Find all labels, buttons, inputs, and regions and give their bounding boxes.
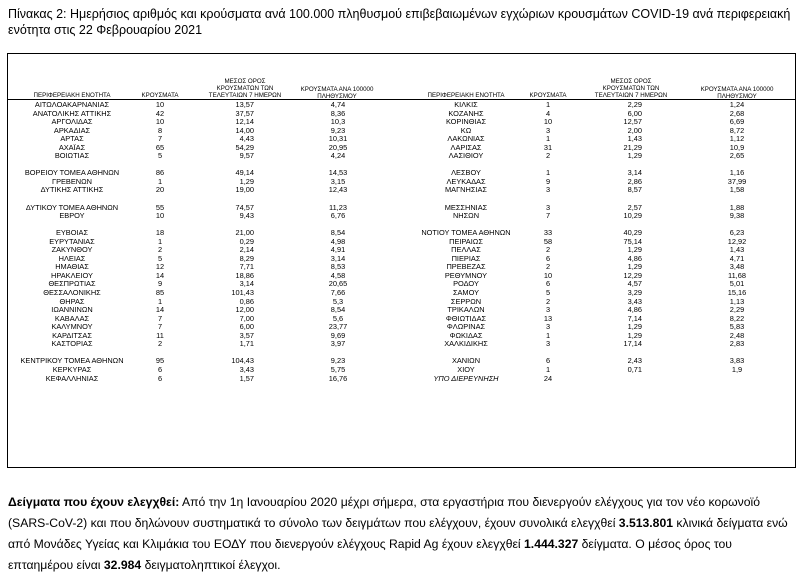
table-row [8,323,795,332]
right-cell-region: ΝΗΣΩΝ [452,211,480,221]
right-cell-rate: 10,9 [729,142,745,152]
right-cell-cases: 13 [543,313,553,323]
table-row [8,366,795,375]
table-row [8,349,795,358]
left-cell-region: ΖΑΚΥΝΘΟΥ [51,245,93,255]
table-row [8,332,795,341]
left-cell-cases: 7 [157,313,163,323]
right-cell-region: ΡΟΔΟΥ [453,279,479,289]
right-cell-rate: 5,83 [729,322,745,332]
right-cell-cases: 2 [545,245,551,255]
left-cell-cases: 7 [157,134,163,144]
right-cell-cases: 58 [543,236,553,246]
table-row [8,340,795,349]
left-cell-rate: 14,53 [328,168,348,178]
right-cell-avg: 17,14 [623,339,642,349]
left-cell-avg: 6,00 [239,322,254,332]
right-cell-rate: 1,24 [729,100,745,109]
right-cell-region: ΚΟΡΙΝΘΙΑΣ [445,117,487,127]
table-row [8,229,795,238]
left-cell-cases: 42 [155,108,165,118]
header-avg-left: ΜΕΣΟΣ ΟΡΟΣ ΚΡΟΥΣΜΑΤΩΝ ΤΩΝ ΤΕΛΕΥΤΑΙΩΝ 7 ΗΜΕΡΩΝ [208,78,282,99]
right-cell-region: ΛΑΡΙΣΑΣ [450,142,482,152]
left-cell-avg: 9,57 [239,151,254,161]
left-cell-cases: 85 [155,288,165,298]
right-cell-cases: 10 [543,117,553,127]
table-row [8,127,795,136]
table-row [8,169,795,178]
right-cell-cases: 1 [545,168,551,178]
right-cell-rate: 37,99 [727,176,747,186]
left-cell-region: ΒΟΡΕΙΟΥ ΤΟΜΕΑ ΑΘΗΝΩΝ [24,168,120,178]
left-cell-cases: 5 [157,151,163,161]
header-region-left: ΠΕΡΙΦΕΡΕΙΑΚΗ ΕΝΟΤΗΤΑ [33,92,111,99]
right-cell-avg: 75,14 [623,236,642,246]
left-cell-avg: 0,29 [239,236,254,246]
left-cell-region: ΔΥΤΙΚΗΣ ΑΤΤΙΚΗΣ [40,185,104,195]
table-row [8,357,795,366]
right-cell-avg: 2,00 [627,125,642,135]
left-cell-region: ΔΥΤΙΚΟΥ ΤΟΜΕΑ ΑΘΗΝΩΝ [25,202,119,212]
right-cell-cases: 3 [545,305,551,315]
left-cell-cases: 1 [157,236,163,246]
left-cell-region: ΑΙΤΩΛΟΑΚΑΡΝΑΝΙΑΣ [34,100,110,109]
left-cell-rate: 4,91 [330,245,346,255]
left-cell-region: ΗΛΕΙΑΣ [58,253,86,263]
left-cell-avg: 21,00 [235,228,254,238]
left-cell-avg: 7,71 [239,262,254,272]
right-cell-region: ΜΕΣΣΗΝΙΑΣ [444,202,488,212]
right-cell-region: ΚΩ [460,125,472,135]
table-row [8,101,795,110]
right-cell-rate: 2,29 [729,305,745,315]
left-cell-cases: 10 [155,100,165,109]
left-cell-avg: 14,00 [235,125,254,135]
left-cell-region: ΑΧΑΪΑΣ [58,142,86,152]
table-row [8,375,795,384]
right-cell-cases: 3 [545,322,551,332]
left-cell-cases: 55 [155,202,165,212]
left-cell-region: ΕΥΒΟΙΑΣ [55,228,89,238]
right-cell-avg: 4,86 [627,253,642,263]
right-cell-rate: 4,71 [729,253,745,263]
header-avg-right: ΜΕΣΟΣ ΟΡΟΣ ΚΡΟΥΣΜΑΤΩΝ ΤΩΝ ΤΕΛΕΥΤΑΙΩΝ 7 ΗΜΕΡΩΝ [594,78,668,99]
left-cell-rate: 4,58 [330,270,346,280]
rapid-total: 1.444.327 [524,537,579,551]
left-cell-rate: 6,76 [330,211,346,221]
left-cell-avg: 101,43 [231,288,254,298]
right-cell-cases: 3 [545,202,551,212]
left-cell-avg: 1,57 [239,373,254,383]
left-cell-rate: 23,77 [328,322,348,332]
right-cell-cases: 1 [545,100,551,109]
left-cell-region: ΘΕΣΣΑΛΟΝΙΚΗΣ [43,288,101,298]
left-cell-cases: 12 [155,262,165,272]
right-cell-rate: 1,58 [729,185,745,195]
left-cell-cases: 10 [155,117,165,127]
left-cell-cases: 9 [157,279,163,289]
right-cell-rate: 2,48 [729,330,745,340]
left-cell-avg: 1,29 [239,176,254,186]
left-cell-region: ΚΕΡΚΥΡΑΣ [52,364,92,374]
left-cell-cases: 95 [155,356,165,366]
left-cell-cases: 86 [155,168,165,178]
left-cell-cases: 11 [156,330,164,340]
table-row [8,246,795,255]
left-cell-cases: 65 [155,142,165,152]
table-row [8,110,795,119]
left-cell-cases: 10 [155,211,165,221]
left-cell-rate: 8,36 [330,108,346,118]
left-cell-rate: 12,43 [328,185,348,195]
right-cell-region: ΠΡΕΒΕΖΑΣ [446,262,486,272]
left-cell-avg: 37,57 [235,108,254,118]
right-cell-region: ΛΑΚΩΝΙΑΣ [447,134,485,144]
right-cell-rate: 1,16 [729,168,745,178]
right-cell-region: ΦΛΩΡΙΝΑΣ [446,322,486,332]
right-cell-rate: 1,88 [729,202,745,212]
right-cell-rate: 8,72 [729,125,745,135]
samples-lead: Δείγματα που έχουν ελεγχθεί: [8,495,180,509]
table-row [8,212,795,221]
table-row [8,144,795,153]
left-cell-region: ΒΟΙΩΤΙΑΣ [54,151,90,161]
table-row [8,315,795,324]
table-row [8,306,795,315]
left-cell-avg: 9,43 [239,211,254,221]
left-cell-rate: 4,24 [330,151,346,161]
left-cell-avg: 3,43 [239,364,254,374]
samples-text-4: δειγματοληπτικοί έλεγχοι. [141,558,281,572]
right-cell-avg: 3,43 [627,296,642,306]
right-cell-cases: 2 [545,151,551,161]
left-cell-avg: 2,14 [239,245,254,255]
table-row [8,204,795,213]
right-cell-rate: 3,83 [729,356,745,366]
left-cell-rate: 10,31 [328,134,348,144]
right-cell-rate: 6,69 [729,117,745,127]
right-cell-cases: 1 [545,134,551,144]
left-cell-avg: 49,14 [235,168,254,178]
left-cell-avg: 12,00 [235,305,254,315]
right-cell-avg: 2,43 [627,356,642,366]
right-cell-region: ΚΟΖΑΝΗΣ [448,108,484,118]
left-cell-cases: 6 [157,373,163,383]
right-cell-cases: 6 [545,279,551,289]
right-cell-region: ΣΑΜΟΥ [452,288,480,298]
right-cell-cases: 2 [545,296,551,306]
table-row [8,221,795,230]
left-cell-region: ΚΕΦΑΛΛΗΝΙΑΣ [45,373,99,383]
right-cell-rate: 2,65 [729,151,745,161]
right-cell-avg: 1,29 [627,262,642,272]
right-cell-avg: 1,29 [627,322,642,332]
left-cell-rate: 5,6 [332,313,344,323]
left-cell-region: ΘΗΡΑΣ [59,296,85,306]
right-cell-rate: 1,13 [729,296,745,306]
right-cell-region: ΠΙΕΡΙΑΣ [451,253,481,263]
left-cell-cases: 2 [157,245,163,255]
table-row [8,178,795,187]
left-cell-cases: 14 [155,270,165,280]
left-cell-region: ΚΑΒΑΛΑΣ [54,313,90,323]
right-cell-cases: 9 [545,176,551,186]
right-cell-avg: 12,29 [623,270,642,280]
right-cell-region: ΦΘΙΩΤΙΔΑΣ [445,313,487,323]
right-cell-region: ΠΕΛΛΑΣ [451,245,481,255]
left-cell-cases: 2 [157,339,163,349]
left-cell-rate: 16,76 [328,373,348,383]
right-cell-cases: 33 [543,228,553,238]
right-cell-cases: 1 [545,330,551,340]
left-cell-avg: 3,14 [239,279,254,289]
right-cell-avg: 7,14 [627,313,642,323]
right-cell-cases: 6 [545,253,551,263]
right-cell-region: ΛΕΥΚΑΔΑΣ [446,176,486,186]
right-cell-region: ΧΑΝΙΩΝ [451,356,481,366]
left-cell-cases: 1 [157,296,163,306]
left-cell-rate: 5,3 [332,296,344,306]
table-row [8,272,795,281]
samples-text-2: κλινικά δείγματα ενώ από Μονάδες Υγείας και Κλιμάκια του ΕΟΔΥ που διενεργούν ελέγχους Rapid Ag έχουν ελεγχθεί [8,516,788,551]
right-cell-cases: 10 [543,270,553,280]
header-rate-right: ΚΡΟΥΣΜΑΤΑ ΑΝΑ 100000 ΠΛΗΘΥΣΜΟΥ [700,86,774,100]
left-cell-avg: 18,86 [235,270,254,280]
pcr-total: 3.513.801 [618,516,674,530]
left-cell-rate: 7,66 [330,288,346,298]
right-cell-cases: 24 [543,373,553,383]
table-row [8,161,795,170]
table-row [8,263,795,272]
left-cell-avg: 74,57 [235,202,254,212]
left-cell-rate: 8,54 [330,228,346,238]
left-cell-rate: 8,53 [330,262,346,272]
right-cell-rate: 6,23 [729,228,745,238]
right-cell-avg: 4,57 [627,279,642,289]
table-row [8,118,795,127]
left-cell-rate: 3,15 [330,176,346,186]
left-cell-region: ΙΩΑΝΝΙΝΩΝ [51,305,93,315]
right-cell-avg: 1,29 [627,330,642,340]
right-cell-cases: 2 [545,262,551,272]
left-cell-rate: 9,23 [330,356,346,366]
left-cell-region: ΕΒΡΟΥ [59,211,85,221]
right-cell-cases: 1 [545,364,551,374]
right-cell-cases: 6 [545,356,551,366]
left-cell-region: ΕΥΡΥΤΑΝΙΑΣ [49,236,95,246]
right-cell-region: ΚΙΛΚΙΣ [454,100,478,109]
right-cell-avg: 6,00 [627,108,642,118]
left-cell-region: ΘΕΣΠΡΩΤΙΑΣ [48,279,96,289]
right-cell-rate: 3,48 [729,262,745,272]
left-cell-region: ΑΡΚΑΔΙΑΣ [53,125,91,135]
left-cell-region: ΑΝΑΤΟΛΙΚΗΣ ΑΤΤΙΚΗΣ [32,108,112,118]
left-cell-cases: 1 [157,176,163,186]
left-cell-avg: 104,43 [231,356,254,366]
right-cell-rate: 12,92 [727,236,747,246]
left-cell-avg: 3,57 [239,330,254,340]
left-cell-avg: 13,57 [235,100,254,109]
left-cell-avg: 12,14 [235,117,254,127]
right-cell-rate: 1,43 [729,245,745,255]
right-cell-rate: 8,22 [729,313,745,323]
left-cell-cases: 20 [155,185,165,195]
right-cell-region: ΛΕΣΒΟΥ [451,168,481,178]
right-cell-rate: 15,16 [727,288,747,298]
right-cell-avg: 4,86 [627,305,642,315]
left-cell-rate: 3,14 [330,253,346,263]
right-cell-rate: 2,68 [729,108,745,118]
right-cell-region: ΛΑΣΙΘΙΟΥ [448,151,484,161]
table-row [8,289,795,298]
left-cell-region: ΑΡΤΑΣ [60,134,84,144]
left-cell-avg: 54,29 [235,142,254,152]
left-cell-cases: 5 [157,253,163,263]
right-cell-region: ΥΠΟ ΔΙΕΡΕΥΝΗΣΗ [433,373,499,383]
right-cell-avg: 2,86 [627,176,642,186]
right-cell-avg: 10,29 [623,211,642,221]
left-cell-rate: 10,3 [330,117,346,127]
right-cell-cases: 3 [545,339,551,349]
right-cell-cases: 31 [543,142,553,152]
right-cell-avg: 2,29 [627,100,642,109]
left-cell-region: ΗΡΑΚΛΕΙΟΥ [51,270,93,280]
right-cell-cases: 7 [545,211,551,221]
right-cell-avg: 1,43 [627,134,642,144]
table-row [8,186,795,195]
left-cell-rate: 20,65 [328,279,348,289]
header-cases-left: ΚΡΟΥΣΜΑΤΑ [141,92,179,99]
left-cell-rate: 4,74 [330,100,346,109]
right-cell-region: ΡΕΘΥΜΝΟΥ [444,270,488,280]
left-cell-avg: 7,00 [239,313,254,323]
left-cell-cases: 6 [157,364,163,374]
right-cell-avg: 2,57 [627,202,642,212]
right-cell-region: ΦΩΚΙΔΑΣ [449,330,483,340]
right-cell-cases: 5 [545,288,551,298]
data-table [7,53,796,468]
right-cell-avg: 0,71 [627,364,642,374]
table-row [8,298,795,307]
right-cell-region: ΤΡΙΚΑΛΩΝ [447,305,485,315]
left-cell-rate: 4,98 [330,236,346,246]
header-region-right: ΠΕΡΙΦΕΡΕΙΑΚΗ ΕΝΟΤΗΤΑ [427,92,505,99]
right-cell-avg: 1,29 [627,151,642,161]
left-cell-cases: 14 [155,305,165,315]
right-cell-rate: 5,01 [729,279,745,289]
left-cell-region: ΚΑΣΤΟΡΙΑΣ [51,339,93,349]
right-cell-region: ΠΕΙΡΑΙΩΣ [449,236,483,246]
right-cell-avg: 8,57 [627,185,642,195]
right-cell-rate: 11,68 [728,270,746,280]
left-cell-avg: 8,29 [239,253,254,263]
right-cell-region: ΜΑΓΝΗΣΙΑΣ [445,185,487,195]
table-body [8,101,795,383]
left-cell-avg: 1,71 [239,339,254,349]
right-cell-region: ΣΕΡΡΩΝ [450,296,482,306]
header-cases-right: ΚΡΟΥΣΜΑΤΑ [529,92,567,99]
table-caption: Πίνακας 2: Ημερήσιος αριθμός και κρούσματα ανά 100.000 πληθυσμού επιβεβαιωμένων εγχώριων κρουσμάτων COVID-19 ανά περιφερειακή ενότητα στις 22 Φεβρουαρίου 2021 [8,7,791,37]
left-cell-rate: 9,23 [330,125,346,135]
right-cell-region: ΝΟΤΙΟΥ ΤΟΜΕΑ ΑΘΗΝΩΝ [421,228,511,238]
right-cell-cases: 3 [545,125,551,135]
right-cell-cases: 4 [545,108,551,118]
left-cell-region: ΗΜΑΘΙΑΣ [55,262,89,272]
right-cell-rate: 1,12 [729,134,745,144]
left-cell-rate: 20,95 [328,142,348,152]
table-row [8,195,795,204]
left-cell-rate: 11,23 [329,202,347,212]
right-cell-avg: 40,29 [623,228,642,238]
right-cell-avg: 1,29 [627,245,642,255]
right-cell-cases: 3 [545,185,551,195]
left-cell-avg: 0,86 [239,296,254,306]
samples-text-3: δείγματα. Ο μέσος όρος του επταημέρου είναι [8,537,732,572]
left-cell-rate: 8,54 [330,305,346,315]
right-cell-avg: 12,57 [623,117,642,127]
table-row [8,152,795,161]
left-cell-region: ΚΑΡΔΙΤΣΑΣ [52,330,92,340]
header-rate-left: ΚΡΟΥΣΜΑΤΑ ΑΝΑ 100000 ΠΛΗΘΥΣΜΟΥ [300,86,374,100]
right-cell-region: ΧΙΟΥ [457,364,475,374]
left-cell-avg: 4,43 [239,134,254,144]
left-cell-cases: 8 [157,125,163,135]
avg-total: 32.984 [103,558,142,572]
table-row [8,238,795,247]
left-cell-rate: 3,97 [330,339,346,349]
right-cell-rate: 9,38 [729,211,745,221]
left-cell-cases: 7 [157,322,163,332]
table-row [8,280,795,289]
table-row [8,255,795,264]
right-cell-avg: 3,14 [627,168,642,178]
left-cell-region: ΚΑΛΥΜΝΟΥ [51,322,93,332]
right-cell-rate: 1,9 [731,364,743,374]
left-cell-region: ΚΕΝΤΡΙΚΟΥ ΤΟΜΕΑ ΑΘΗΝΩΝ [20,356,124,366]
right-cell-region: ΧΑΛΚΙΔΙΚΗΣ [444,339,488,349]
samples-text-1: Από την 1η Ιανουαρίου 2020 μέχρι σήμερα, στα εργαστήρια που διενεργούν ελέγχους για τον νέο κορωνοϊό (SARS-CoV-2) και που δηλώνουν συστηματικά το σύνολο των δειγμάτων που ελέγχουν, έχουν συνολικά ελεγχθεί [8,495,761,530]
right-cell-avg: 3,29 [627,288,642,298]
left-cell-avg: 19,00 [235,185,254,195]
left-cell-region: ΑΡΓΟΛΙΔΑΣ [51,117,93,127]
left-cell-region: ΓΡΕΒΕΝΩΝ [52,176,92,186]
right-cell-avg: 21,29 [623,142,642,152]
right-cell-rate: 2,83 [729,339,745,349]
table-header [8,73,795,100]
samples-paragraph [8,492,798,576]
left-cell-rate: 9,69 [330,330,346,340]
left-cell-rate: 5,75 [330,364,346,374]
left-cell-cases: 18 [155,228,165,238]
table-row [8,135,795,144]
